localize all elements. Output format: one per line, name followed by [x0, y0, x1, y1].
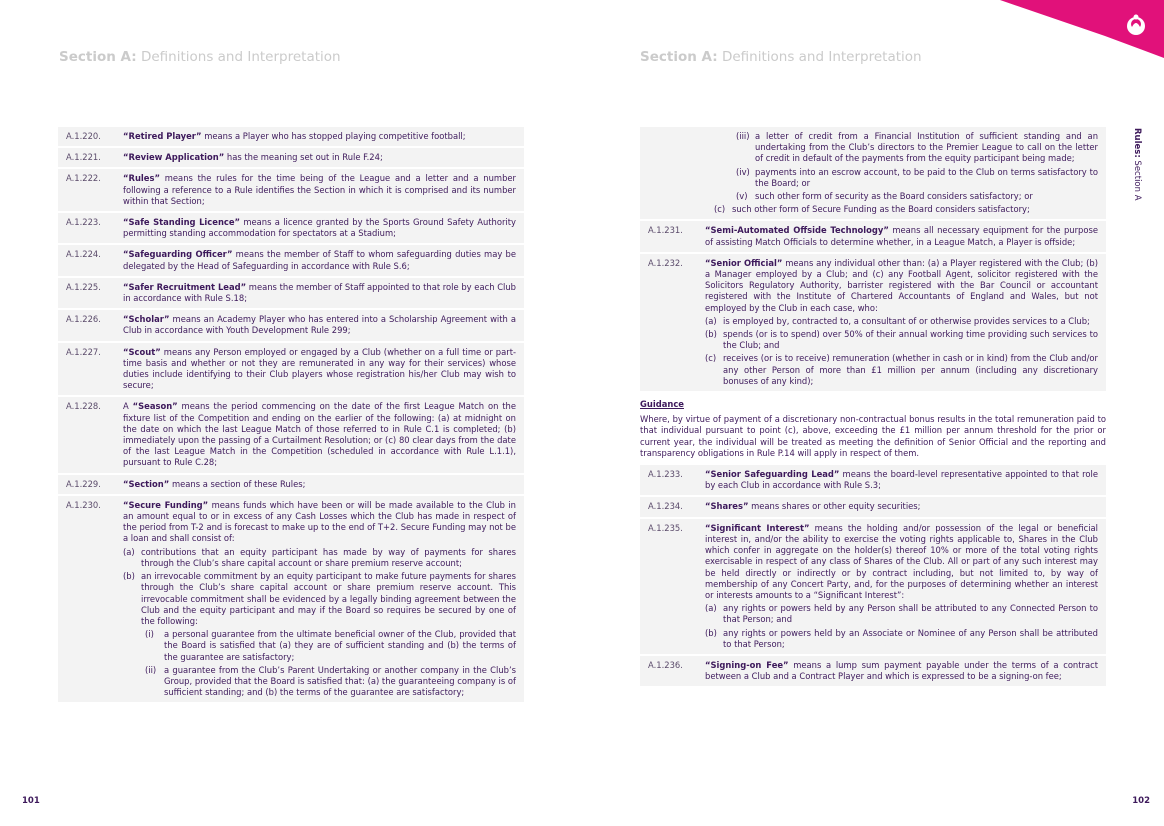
definition-row	[640, 221, 1106, 251]
definition-row	[640, 656, 1106, 686]
definition-row	[58, 213, 524, 243]
definition-number: A.1.228.	[66, 401, 101, 412]
definition-text: “Section” means a section of these Rules;	[123, 478, 306, 489]
definition-text: “Safe Standing Licence” means a licence granted by the Sports Ground Safety Authority permitting standing accommodation for spectators at a Stadium;	[123, 217, 516, 239]
definition-number: A.1.226.	[66, 314, 101, 325]
definition-text: “Senior Official” means any individual other than: (a) a Player registered with the Club; (b) a Manager employed by a Club; and (c) any Football Agent, solicitor registered with the Solicitors Regulatory Authority, barrister registered with the Bar Council or accountant registered with the Institute of Chartered Accountants of England and Wales, but not employed by the Club in each case, who:	[705, 257, 1099, 313]
list-item: (a) is employed by, contracted to, a consultant of or otherwise provides services to a Club;	[705, 315, 1090, 326]
definition-text: “Safeguarding Officer” means the member of Staff to whom safeguarding duties may be delegated by the Head of Safeguarding in accordance with Rule S.6;	[123, 249, 516, 271]
definition-text: “Secure Funding” means funds which have been or will be made available to the Club in an amount equal to or in excess of any Cash Losses which the Club has made in respect of the period from T-2 and is forecast to make up to the end of T+2. Secure Funding may not be a loan and shall consist of:	[123, 499, 516, 544]
definition-row	[58, 127, 524, 146]
guidance-text: Where, by virtue of payment of a discretionary non-contractual bonus results in the total remuneration paid to that individual pursuant to point (c), above, exceeding the £1 million per annum threshold for the prior or current year, the individual will be treated as meeting the definition of Senior Official and the reporting and transparency obligations in Rule P.14 will apply in respect of them.	[640, 414, 1106, 458]
definition-text: “Scout” means any Person employed or engaged by a Club (whether on a full time or part-time basis and whether or not they are remunerated in any way for their services) whose duties include identifying to their Club players whose registration his/her Club may wish to secure;	[123, 346, 516, 391]
left-column	[58, 127, 524, 704]
definition-number: A.1.223.	[66, 217, 101, 228]
list-item: (a) contributions that an equity participant has made by way of payments for shares through the Club’s share capital account or share premium reserve account;	[123, 546, 516, 568]
definition-number: A.1.233.	[648, 469, 683, 480]
definition-number: A.1.220.	[66, 131, 101, 141]
list-item: (c) such other form of Secure Funding as the Board considers satisfactory;	[714, 204, 1030, 215]
definition-text: “Review Application” has the meaning set out in Rule F.24;	[123, 152, 383, 163]
corner-decoration	[1000, 0, 1164, 58]
definition-row	[58, 169, 524, 211]
list-item: (b) spends (or is to spend) over 50% of their annual working time providing such services to the Club; and	[705, 329, 1098, 351]
definition-row	[58, 148, 524, 167]
list-item: (iv) payments into an escrow account, to be paid to the Club on terms satisfactory to the Board; or	[736, 166, 1098, 188]
list-item: (i) a personal guarantee from the ultimate beneficial owner of the Club, provided that the Board is satisfied that (a) they are of sufficient standing and (b) the terms of the guarantee are satisfactory;	[145, 629, 516, 662]
definition-number: A.1.229.	[66, 478, 101, 489]
list-item: (b) any rights or powers held by an Associate or Nominee of any Person shall be attributed to that Person;	[705, 627, 1098, 649]
definition-text: “Scholar” means an Academy Player who has entered into a Scholarship Agreement with a Club in accordance with Youth Development Rule 299;	[123, 314, 516, 336]
definition-text: “Rules” means the rules for the time being of the League and a letter and a number following a reference to a Rule identifies the Section in which it is comprised and its number within that Section;	[123, 173, 516, 206]
right-section-header: Section A: Definitions and Interpretation	[640, 49, 922, 65]
definition-text: A “Season” means the period commencing on the date of the first League Match on the fixture list of the Competition and ending on the earlier of the following: (a) at midnight on the date on which the last League Match of those referred to in Rule C.1 is completed; (b) immediately upon the passing of a Curtailment Resolution; or (c) 80 clear days from the date of the last League Match in the Competition (scheduled in accordance with Rule L.1.1), pursuant to Rule C.28;	[123, 401, 516, 468]
right-column	[640, 127, 1106, 688]
definition-row-significant-interest: A.1.235. “Significant Interest” means the holding and/or possession of the legal or beneficial interest in, and/or the ability to exercise the voting rights applicable to, Shares in the Club which confer in aggregate on the holder(s) thereof 10% or more of the total voting rights exercisable in respect of any class of Shares of the Club. All or part of any such interest may be held directly or indirectly or by contract including, but not limited to, by way of membership of any Concert Party, and, for the purposes of determining whether an interest or interests amounts to a “Significant Interest”: (a) any rights or powers held by any Person shall be attributed to any Connected Person to that Person; and (b) any rights or powers held by an Associate or Nominee of any Person shall be attributed to that Person;	[640, 519, 1106, 654]
definition-number: A.1.227.	[66, 346, 101, 357]
list-item: (c) receives (or is to receive) remuneration (whether in cash or in kind) from the Club and/or any other Person of more than £1 million per annum (including any discretionary bonuses of any kind);	[705, 353, 1098, 386]
definition-text: “Shares” means shares or other equity securities;	[705, 501, 921, 512]
page-number-left: 101	[22, 796, 40, 806]
list-item: (ii) a guarantee from the Club’s Parent Undertaking or another company in the Club’s Group, provided that the Board is satisfied that: (a) the guaranteeing company is of sufficient standing; and (b) the terms of the guarantee are satisfactory;	[145, 664, 516, 698]
list-item: (v) such other form of security as the Board considers satisfactory; or	[736, 191, 1033, 202]
definition-row	[640, 497, 1106, 516]
definition-text: “Semi-Automated Offside Technology” means all necessary equipment for the purpose of assisting Match Officials to determine whether, in a League Match, a Player is offside;	[705, 225, 1098, 247]
left-section-header: Section A: Definitions and Interpretation	[59, 49, 341, 65]
definition-row	[640, 465, 1106, 495]
side-section-tab: Rules: Section A	[1132, 128, 1142, 201]
definition-row	[58, 245, 524, 275]
list-item: (a) any rights or powers held by any Person shall be attributed to any Connected Person to that Person; and	[705, 603, 1098, 625]
definition-number: A.1.231.	[648, 225, 683, 236]
definition-row-senior-official: A.1.232. “Senior Official” means any individual other than: (a) a Player registered with the Club; (b) a Manager employed by a Club; and (c) any Football Agent, solicitor registered with the Solicitors Regulatory Authority, barrister registered with the Bar Council or accountant registered with the Institute of Chartered Accountants of England and Wales, but not employed by the Club in each case, who: (a) is employed by, contracted to, a consultant of or otherwise provides services to a Club; (b) spends (or is to spend) over 50% of their annual working time providing such services to the Club; and (c) receives (or is to receive) remuneration (whether in cash or in kind) from the Club and/or any other Person of more than £1 million per annum (including any discretionary bonuses of any kind);	[640, 254, 1106, 391]
definition-row	[58, 397, 524, 472]
definition-row	[58, 310, 524, 340]
definition-text: “Signing-on Fee” means a lump sum payment payable under the terms of a contract between a Club and a Contract Player and which is expressed to be a signing-on fee;	[705, 659, 1098, 682]
definition-row-secure-funding-continued	[640, 127, 1106, 219]
definition-text: “Safer Recruitment Lead” means the member of Staff appointed to that role by each Club in accordance with Rule S.18;	[123, 281, 516, 304]
definition-row	[58, 278, 524, 308]
page-number-right: 102	[1132, 796, 1150, 806]
definition-text: “Significant Interest” means the holding and/or possession of the legal or beneficial interest in, and/or the ability to exercise the voting rights applicable to, Shares in the Club which confer in aggregate on the holder(s) thereof 10% or more of the total voting rights exercisable in respect of any class of Shares of the Club. All or part of any such interest may be held directly or indirectly or by contract including, but not limited to, by way of membership of any Concert Party, and, for the purposes of determining whether an interest or interests amounts to a “Significant Interest”:	[705, 522, 1098, 600]
definition-row	[58, 343, 524, 396]
list-item: (b) an irrevocable commitment by an equity participant to make future payments for shares through the Club’s share capital account or share premium reserve account. This irrevocable commitment shall be evidenced by a legally binding agreement between the Club and the equity participant and may if the Board so requires be secured by one of the following:	[123, 571, 516, 626]
definition-row	[58, 475, 524, 494]
definition-number: A.1.236.	[648, 659, 683, 670]
list-item: (iii) a letter of credit from a Financial Institution of sufficient standing and an undertaking from the Club’s directors to the Premier League to call on the letter of credit in default of the payments from the equity participant being made;	[736, 131, 1098, 164]
definition-number: A.1.222.	[66, 173, 101, 184]
definition-number: A.1.225.	[66, 281, 101, 292]
definition-text: “Retired Player” means a Player who has stopped playing competitive football;	[123, 131, 466, 141]
definition-number: A.1.234.	[648, 501, 683, 512]
definition-number: A.1.221.	[66, 152, 101, 163]
guidance-heading: Guidance	[640, 399, 684, 410]
definition-row-secure-funding: A.1.230. “Secure Funding” means funds which have been or will be made available to the Club in an amount equal to or in excess of any Cash Losses which the Club has made in respect of the period from T-2 and is forecast to make up to the end of T+2. Secure Funding may not be a loan and shall consist of: (a) contributions that an equity participant has made by way of payments for shares through the Club’s share capital account or share premium reserve account; (b) an irrevocable commitment by an equity participant to make future payments for shares through the Club’s share capital account or share premium reserve account. This irrevocable commitment shall be evidenced by a legally binding agreement between the Club and the equity participant and may if the Board so requires be secured by one of the following: (i) a personal guarantee from the ultimate beneficial owner of the Club, provided that the Board is satisfied that (a) they are of sufficient standing and (b) the terms of the guarantee are satisfactory; (ii) a guarantee from the Club’s Parent Undertaking or another company in the Club’s Group, provided that the Board is satisfied that: (a) the guaranteeing company is of sufficient standing; and (b) the terms of the guarantee are satisfactory;	[58, 496, 524, 702]
definition-text: “Senior Safeguarding Lead” means the board-level representative appointed to that role by each Club in accordance with Rule S.3;	[705, 469, 1098, 491]
definition-number: A.1.224.	[66, 249, 101, 260]
